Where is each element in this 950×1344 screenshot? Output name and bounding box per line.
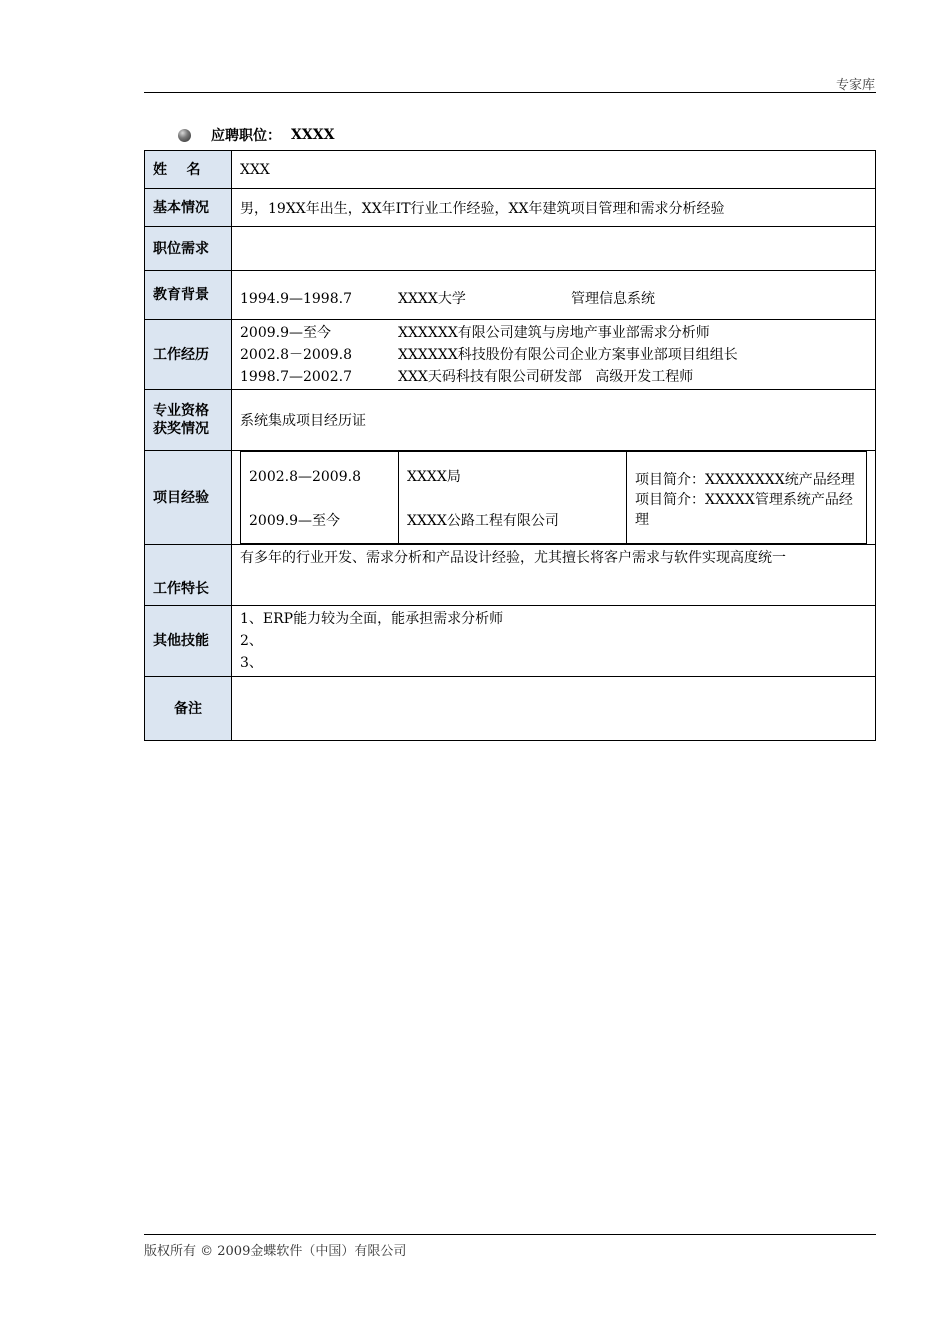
education-label: 教育背景 (145, 271, 232, 320)
skills-value (232, 606, 876, 677)
row-basic (145, 189, 876, 227)
basic-value: 男，19XX年出生，XX年IT行业工作经验，XX年建筑项目管理和需求分析经验 (232, 189, 876, 227)
project-desc: 项目简介：XXXXXXXX统产品经理 (635, 471, 855, 488)
work-period: 2009.9—至今 (240, 324, 331, 341)
row-name (145, 151, 876, 189)
row-specialty (145, 545, 876, 606)
footer-divider (144, 1234, 876, 1235)
skill-item: 1、ERP能力较为全面，能承担需求分析师 (240, 611, 504, 627)
work-item (240, 322, 867, 344)
resume-table (144, 150, 876, 741)
project-period: 2009.9—至今 (249, 513, 340, 529)
project-org: XXXX公路工程有限公司 (407, 513, 559, 529)
basic-label: 基本情况 (145, 189, 232, 227)
row-job-demand (145, 227, 876, 271)
position-label: 应聘职位： (211, 128, 281, 144)
skill-item: 3、 (240, 655, 263, 671)
project-periods (241, 452, 399, 544)
education-value (232, 271, 876, 320)
row-projects (145, 451, 876, 545)
row-qualification (145, 390, 876, 451)
skills-label: 其他技能 (145, 606, 232, 677)
footer-copyright: 版权所有 © 2009金蝶软件（中国）有限公司 (144, 1244, 407, 1259)
position-value: XXXX (291, 127, 335, 143)
education-major: 管理信息系统 (571, 291, 655, 307)
qualification-label-line1: 专业资格 (153, 403, 209, 419)
project-orgs (399, 452, 627, 544)
project-desc: 项目简介：XXXXX管理系统产品经理 (635, 491, 853, 528)
work-label: 工作经历 (145, 320, 232, 390)
job-demand-label: 职位需求 (145, 227, 232, 271)
name-label: 姓 名 (145, 151, 232, 189)
projects-value (232, 451, 876, 545)
work-value (232, 320, 876, 390)
qualification-label-line2: 获奖情况 (153, 421, 209, 437)
job-demand-value (232, 227, 876, 271)
work-desc: XXXXXX科技股份有限公司企业方案事业部项目组组长 (398, 346, 738, 363)
education-period: 1994.9—1998.7 (240, 291, 352, 307)
row-education (145, 271, 876, 320)
education-school: XXXX大学 (398, 291, 466, 307)
projects-label: 项目经验 (145, 451, 232, 545)
skill-item: 2、 (240, 633, 263, 649)
position-heading (178, 124, 334, 146)
specialty-value: 有多年的行业开发、需求分析和产品设计经验，尤其擅长将客户需求与软件实现高度统一 (232, 545, 876, 606)
project-period: 2002.8—2009.8 (249, 469, 361, 485)
remarks-label: 备注 (145, 677, 232, 741)
work-desc: XXX天码科技有限公司研发部 高级开发工程师 (398, 368, 694, 385)
work-item (240, 344, 867, 366)
project-org: XXXX局 (407, 469, 461, 485)
qualification-value: 系统集成项目经历证 (232, 390, 876, 451)
header-title: 专家库 (835, 78, 875, 93)
work-desc: XXXXXX有限公司建筑与房地产事业部需求分析师 (398, 324, 710, 341)
row-work (145, 320, 876, 390)
name-value: XXX (232, 151, 876, 189)
header-divider (144, 92, 876, 93)
work-item (240, 366, 867, 388)
projects-table (240, 451, 867, 544)
row-skills (145, 606, 876, 677)
row-remarks (145, 677, 876, 741)
project-descs (627, 452, 867, 544)
work-period: 2002.8－2009.8 (240, 346, 352, 363)
qualification-label (145, 390, 232, 451)
remarks-value (232, 677, 876, 741)
specialty-label: 工作特长 (145, 545, 232, 606)
work-period: 1998.7—2002.7 (240, 368, 352, 385)
bullet-icon (178, 129, 191, 142)
